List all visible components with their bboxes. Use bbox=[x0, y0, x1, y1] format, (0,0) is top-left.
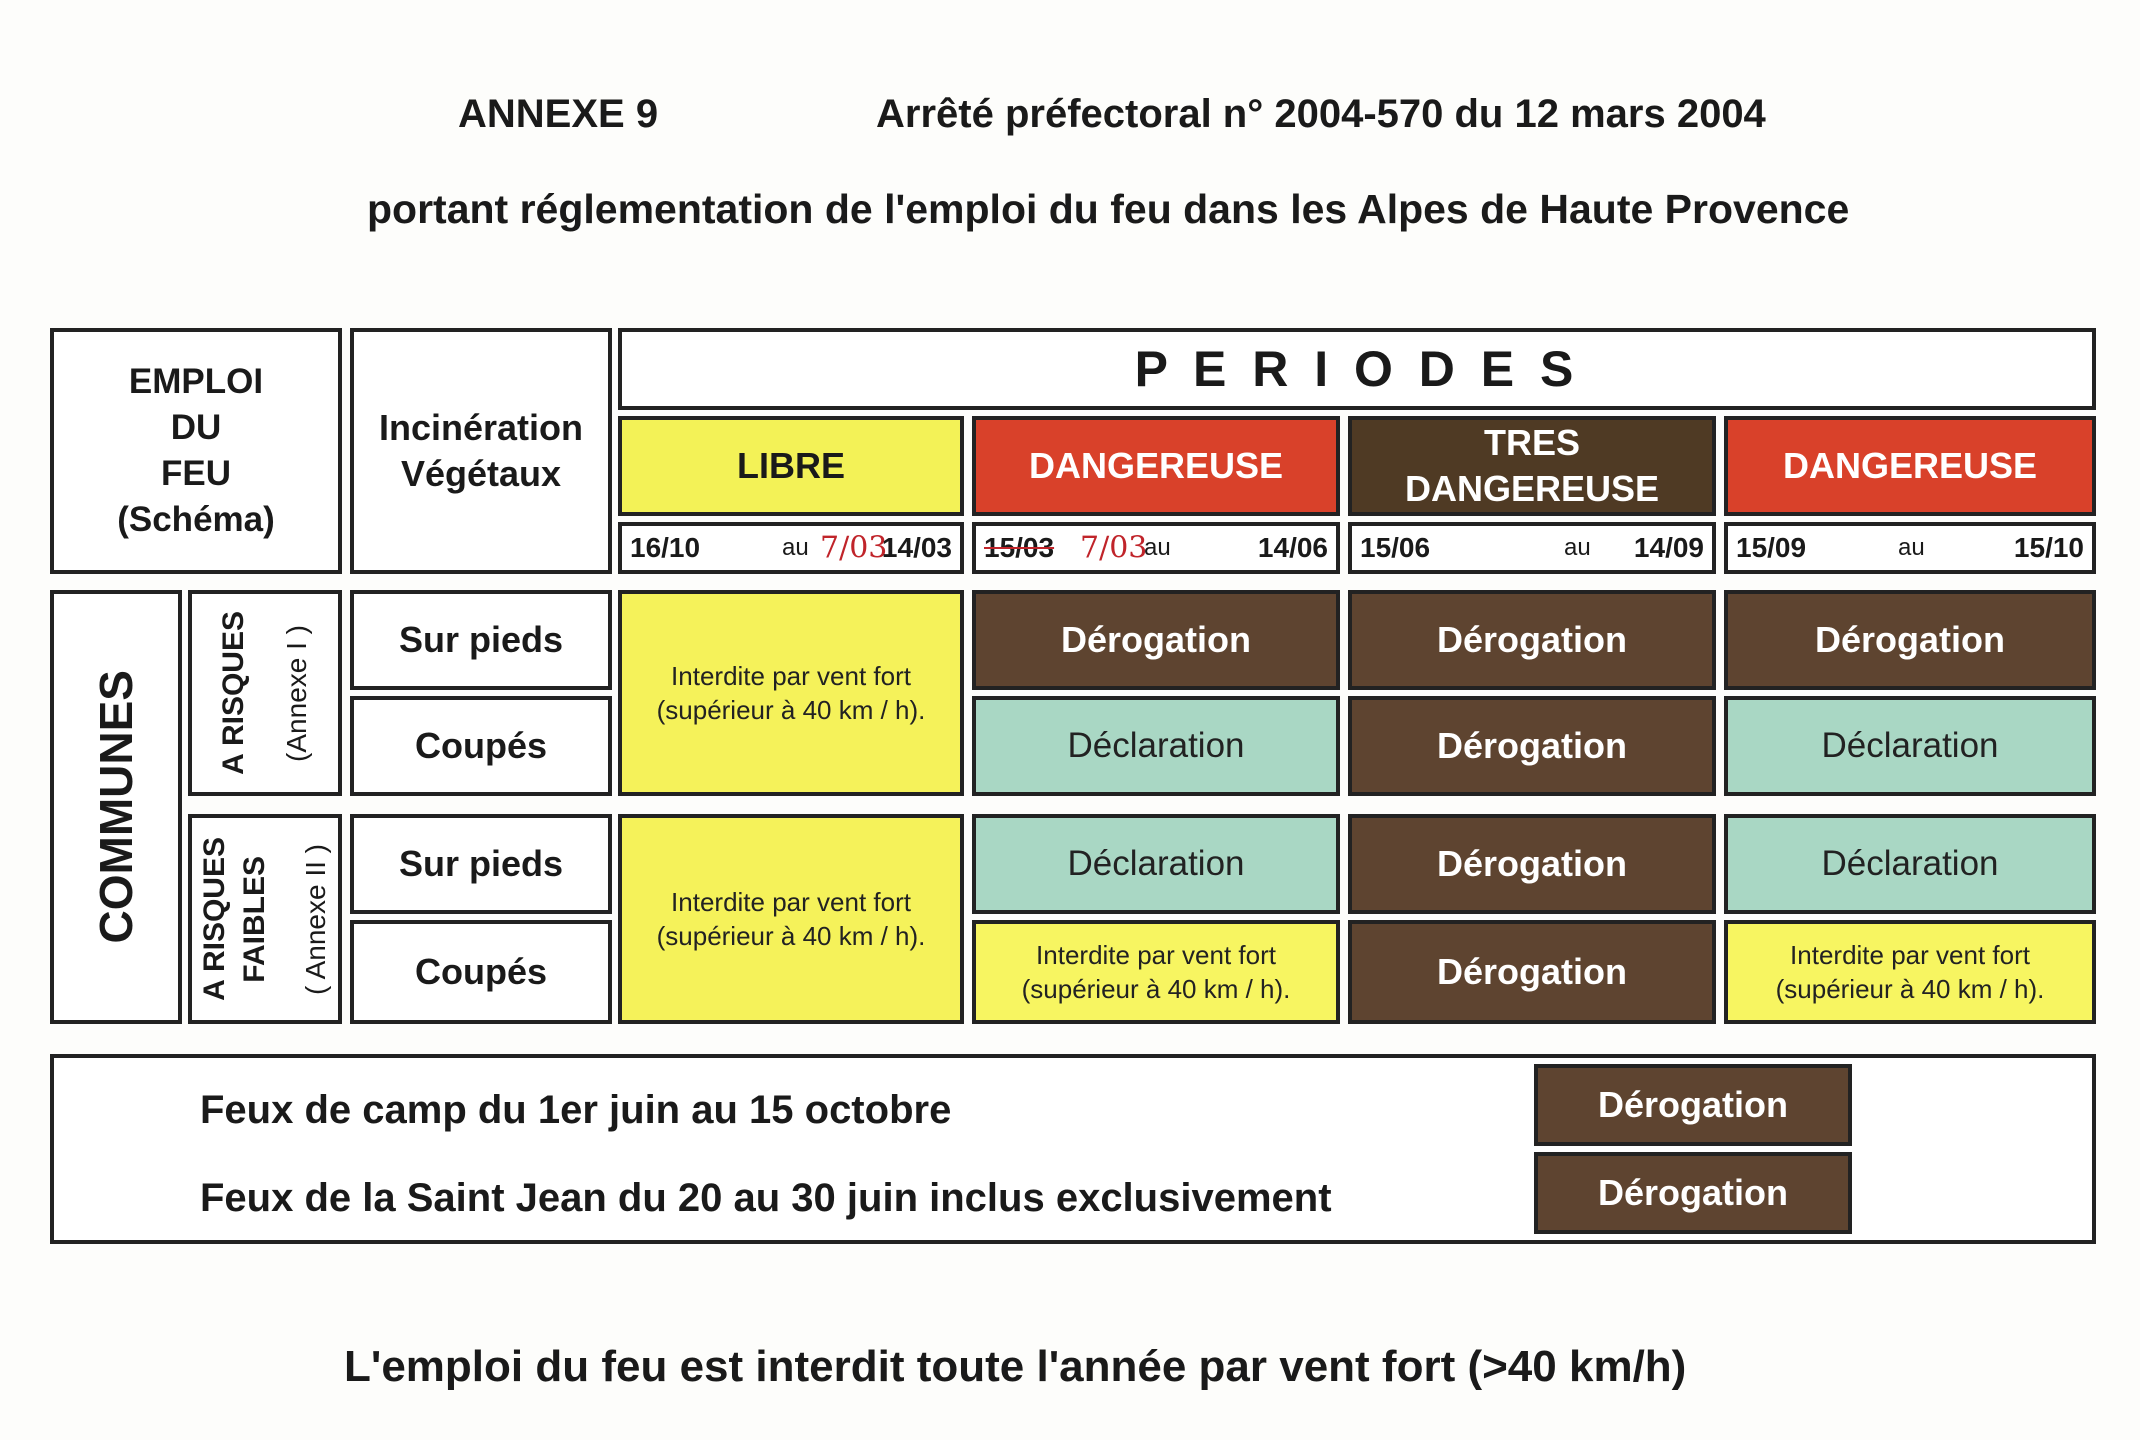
date-start: 16/10 bbox=[630, 532, 701, 563]
derogation-text: Dérogation bbox=[1436, 843, 1627, 884]
date-start: 15/06 bbox=[1360, 532, 1431, 563]
interdite-line-2: (supérieur à 40 km / h). bbox=[656, 921, 926, 951]
group-a-risques-label: A RISQUES bbox=[217, 611, 250, 775]
feux-saint-jean-label: Feux de la Saint Jean du 20 au 30 juin inclus exclusivement bbox=[200, 1176, 1332, 1220]
date-end: 15/10 bbox=[2013, 532, 2084, 563]
cell-declaration bbox=[972, 696, 1340, 796]
declaration-text: Déclaration bbox=[1821, 844, 1999, 883]
cell-declaration bbox=[972, 814, 1340, 914]
period-tres-line-2: DANGEREUSE bbox=[1404, 468, 1660, 509]
cell-libre-faibles bbox=[618, 814, 964, 1024]
handwritten-date: 7/03 bbox=[820, 530, 888, 566]
row-label-sur-pieds-2 bbox=[350, 814, 612, 914]
date-start-struck: 15/03 bbox=[984, 532, 1055, 563]
cell-derogation bbox=[1724, 590, 2096, 690]
annexe-title: ANNEXE 9 bbox=[458, 92, 659, 136]
date-range-dangereuse-2 bbox=[1724, 522, 2096, 574]
handwritten-date: 7/03 bbox=[1080, 530, 1148, 566]
row-label-text: Coupés bbox=[414, 951, 547, 992]
row-label-text: Sur pieds bbox=[398, 843, 564, 884]
date-range-tres-dangereuse bbox=[1348, 522, 1716, 574]
date-au: au bbox=[1564, 534, 1591, 561]
period-libre-label: LIBRE bbox=[737, 445, 845, 486]
declaration-text: Déclaration bbox=[1067, 726, 1245, 765]
arrete-title: Arrêté préfectoral n° 2004-570 du 12 mars 2004 bbox=[876, 92, 1766, 136]
date-end: 14/03 bbox=[881, 532, 952, 563]
interdite-line-2: (supérieur à 40 km / h). bbox=[656, 695, 926, 725]
interdite-line-1: Interdite par vent fort bbox=[671, 887, 911, 917]
date-au: au bbox=[1898, 534, 1925, 561]
cell-interdite bbox=[972, 920, 1340, 1024]
date-end: 14/06 bbox=[1257, 532, 1328, 563]
row-label-text: Coupés bbox=[414, 725, 547, 766]
derogation-text: Dérogation bbox=[1436, 725, 1627, 766]
period-tres-line-1: TRES bbox=[1483, 422, 1580, 463]
periodes-text: P E R I O D E S bbox=[1134, 341, 1580, 397]
feux-camp-derogation bbox=[1534, 1064, 1852, 1146]
cell-derogation bbox=[1348, 814, 1716, 914]
cell-declaration bbox=[1724, 814, 2096, 914]
derogation-text: Dérogation bbox=[1436, 951, 1627, 992]
group-a-risques bbox=[188, 590, 342, 796]
emploi-line-4: (Schéma) bbox=[117, 500, 275, 539]
group-a-risques-annexe: (Annexe I ) bbox=[281, 624, 312, 762]
declaration-text: Déclaration bbox=[1821, 726, 1999, 765]
derogation-text: Dérogation bbox=[1436, 619, 1627, 660]
date-au: au bbox=[1144, 534, 1171, 561]
derogation-text: Dérogation bbox=[1597, 1084, 1788, 1125]
cell-derogation bbox=[1348, 590, 1716, 690]
period-tres-dangereuse bbox=[1348, 416, 1716, 516]
incineration-line-2: Végétaux bbox=[400, 453, 562, 494]
subtitle: portant réglementation de l'emploi du feu dans les Alpes de Haute Provence bbox=[367, 186, 1850, 232]
communes-label bbox=[50, 590, 182, 1024]
date-range-libre bbox=[618, 522, 964, 574]
row-label-coupes-1 bbox=[350, 696, 612, 796]
group-faibles-label-2: FAIBLES bbox=[238, 855, 271, 983]
period-dangereuse-2 bbox=[1724, 416, 2096, 516]
period-dangereuse-1 bbox=[972, 416, 1340, 516]
feux-camp-label: Feux de camp du 1er juin au 15 octobre bbox=[200, 1088, 952, 1132]
cell-libre-a-risques bbox=[618, 590, 964, 796]
emploi-line-3: FEU bbox=[161, 454, 231, 493]
cell-declaration bbox=[1724, 696, 2096, 796]
date-range-dangereuse-1 bbox=[972, 522, 1340, 574]
group-faibles-label-1: A RISQUES bbox=[198, 837, 231, 1001]
feux-saint-jean-derogation bbox=[1534, 1152, 1852, 1234]
group-a-risques-faibles bbox=[188, 814, 342, 1024]
date-au: au bbox=[782, 534, 809, 561]
group-faibles-annexe: ( Annexe II ) bbox=[300, 843, 331, 995]
emploi-line-2: DU bbox=[170, 408, 222, 447]
interdite-line-1: Interdite par vent fort bbox=[1036, 940, 1276, 970]
cell-derogation bbox=[1348, 696, 1716, 796]
incineration-line-1: Incinération bbox=[378, 407, 584, 448]
special-fires-box bbox=[50, 1054, 2096, 1244]
period-dangereuse-1-label: DANGEREUSE bbox=[1028, 445, 1284, 486]
interdite-line-2: (supérieur à 40 km / h). bbox=[1021, 974, 1291, 1004]
emploi-line-1: EMPLOI bbox=[128, 362, 264, 401]
cell-interdite bbox=[1724, 920, 2096, 1024]
communes-text: COMMUNES bbox=[90, 670, 142, 944]
periodes-title bbox=[618, 328, 2096, 410]
derogation-text: Dérogation bbox=[1060, 619, 1251, 660]
row-label-sur-pieds-1 bbox=[350, 590, 612, 690]
cell-derogation bbox=[972, 590, 1340, 690]
footer-note: L'emploi du feu est interdit toute l'année par vent fort (>40 km/h) bbox=[344, 1342, 1687, 1391]
interdite-line-1: Interdite par vent fort bbox=[1790, 940, 2030, 970]
interdite-line-1: Interdite par vent fort bbox=[671, 661, 911, 691]
interdite-line-2: (supérieur à 40 km / h). bbox=[1775, 974, 2045, 1004]
emploi-du-feu-header bbox=[50, 328, 342, 574]
incineration-header bbox=[350, 328, 612, 574]
declaration-text: Déclaration bbox=[1067, 844, 1245, 883]
period-libre bbox=[618, 416, 964, 516]
date-start: 15/09 bbox=[1736, 532, 1807, 563]
row-label-coupes-2 bbox=[350, 920, 612, 1024]
cell-derogation bbox=[1348, 920, 1716, 1024]
period-dangereuse-2-label: DANGEREUSE bbox=[1782, 445, 2038, 486]
derogation-text: Dérogation bbox=[1814, 619, 2005, 660]
date-end: 14/09 bbox=[1633, 532, 1704, 563]
derogation-text: Dérogation bbox=[1597, 1172, 1788, 1213]
row-label-text: Sur pieds bbox=[398, 619, 564, 660]
